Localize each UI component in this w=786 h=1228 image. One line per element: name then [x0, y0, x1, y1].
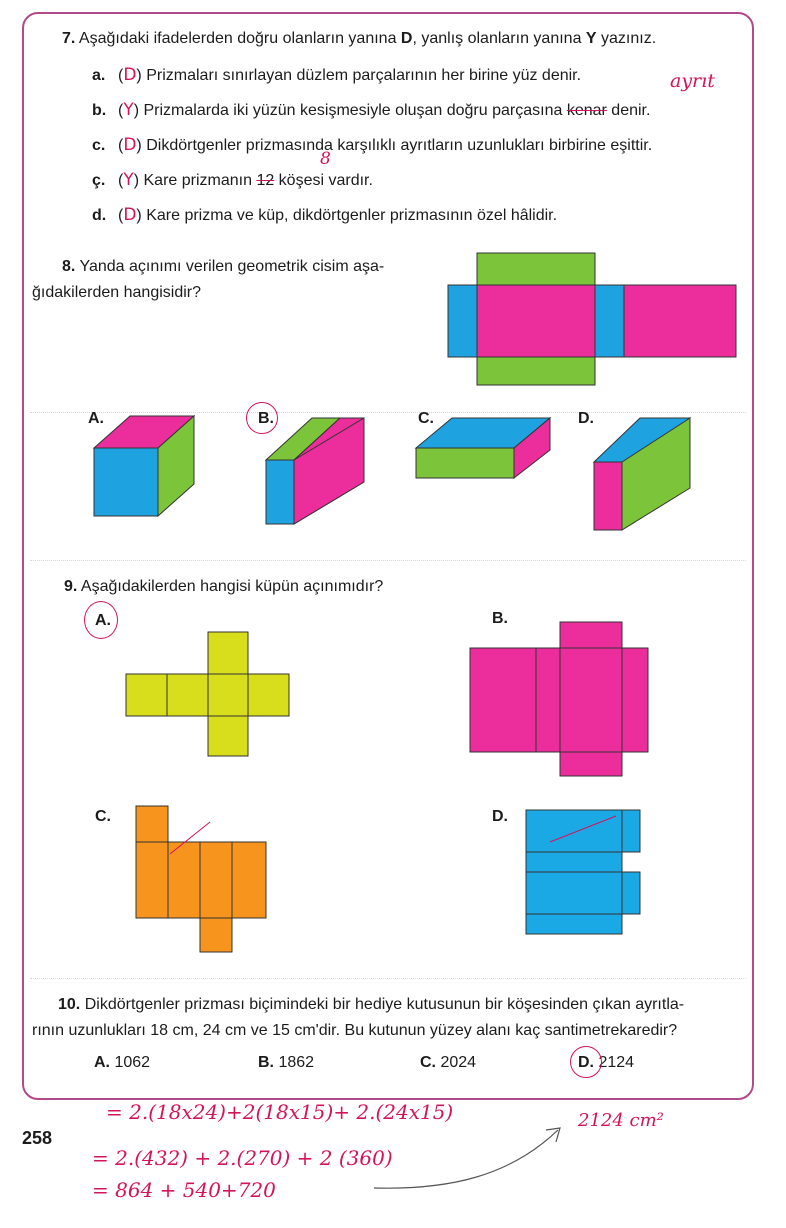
q8-shape-c — [410, 412, 558, 484]
q10-title — [58, 996, 684, 1014]
q10-option-c[interactable] — [420, 1054, 476, 1072]
struck-word: kenar — [566, 102, 607, 119]
q9-number: 9. — [64, 578, 78, 595]
option-value: 2024 — [440, 1054, 477, 1071]
q8-title — [62, 258, 384, 276]
q9-title — [64, 578, 383, 596]
item-label: a. — [92, 67, 106, 84]
q9-shape-d — [520, 806, 646, 938]
q8-shape-d — [588, 412, 698, 536]
q10-option-b[interactable] — [258, 1054, 314, 1072]
q10-prompt-line2: rının uzunlukları 18 cm, 24 cm ve 15 cm'dir. Bu kutunun yüzey alanı kaç santimetrekaredir? — [32, 1022, 678, 1039]
item-label: b. — [92, 102, 107, 119]
q7-prompt-d: D — [400, 30, 413, 47]
handwritten-answer[interactable]: D — [123, 135, 137, 155]
q8-prompt-line2: ğıdakilerden hangisidir? — [32, 284, 201, 301]
handwritten-line-1: = 2.(18x24)+2(18x15)+ 2.(24x15) — [106, 1100, 454, 1124]
handwritten-line-3: = 864 + 540+720 — [92, 1178, 276, 1202]
option-value: 1862 — [278, 1054, 315, 1071]
q7-title — [62, 30, 656, 48]
option-label: D. — [578, 1054, 594, 1071]
answer-circle — [570, 1046, 602, 1078]
q7-prompt-part: yazınız. — [596, 30, 657, 47]
answer-circle — [84, 601, 118, 639]
q8-prism-net — [440, 248, 745, 390]
q7-prompt-part: Aşağıdaki ifadelerden doğru olanların yanına — [78, 30, 401, 47]
q8-shape-b — [260, 412, 370, 532]
q8-option-a[interactable]: A. — [88, 410, 104, 427]
handwritten-line-2: = 2.(432) + 2.(270) + 2 (360) — [92, 1146, 393, 1170]
handwritten-answer[interactable]: D — [123, 65, 137, 85]
item-text: Prizmalarda iki yüzün kesişmesiyle oluşan doğru parçasına — [143, 102, 567, 119]
q7-item-a: a. (D) Prizmaları sınırlayan düzlem parçalarının her birine yüz denir. — [92, 65, 582, 85]
q9-shape-c — [130, 802, 272, 956]
q7-prompt-y: Y — [585, 30, 597, 47]
q7-item-c: c. (D) Dikdörtgenler prizmasında karşılıklı ayrıtların uzunlukları birbirine eşittir. — [92, 135, 653, 155]
q10-option-a[interactable] — [94, 1054, 150, 1072]
handwritten-answer[interactable]: Y — [123, 100, 134, 120]
q9-option-d[interactable]: D. — [492, 808, 508, 825]
q8-number: 8. — [62, 258, 76, 275]
item-label: c. — [92, 137, 106, 154]
q7-item-d: d. (D) Kare prizma ve küp, dikdörtgenler prizmasının özel hâlidir. — [92, 205, 558, 225]
q8-shape-a — [88, 412, 200, 522]
page-number: 258 — [22, 1128, 53, 1148]
q9-shape-b — [466, 618, 654, 780]
item-text: denir. — [606, 102, 651, 119]
handwritten-answer[interactable]: Y — [123, 170, 134, 190]
q7-number: 7. — [62, 30, 76, 47]
handwritten-correction: 8 — [320, 149, 331, 169]
item-text: Prizmaları sınırlayan düzlem parçalarının her birine yüz denir. — [146, 67, 582, 84]
option-label: A. — [94, 1054, 110, 1071]
q9-option-b[interactable]: B. — [492, 610, 508, 627]
option-value: 1062 — [114, 1054, 151, 1071]
q8-option-c[interactable]: C. — [418, 410, 434, 427]
option-label: B. — [258, 1054, 274, 1071]
q10-prompt: Dikdörtgenler prizması biçimindeki bir hediye kutusunun bir köşesinden çıkan ayrıtla- — [84, 996, 685, 1013]
q8-prompt: Yanda açınımı verilen geometrik cisim aşa- — [79, 258, 385, 275]
option-label: C. — [420, 1054, 436, 1071]
handwritten-correction: ayrıt — [670, 70, 715, 92]
handwritten-answer[interactable]: D — [123, 205, 137, 225]
struck-number: 12 — [256, 172, 275, 189]
handwritten-result: 2124 cm² — [578, 1110, 664, 1131]
q8-option-d[interactable]: D. — [578, 410, 594, 427]
item-text: Kare prizma ve küp, dikdörtgenler prizmasının özel hâlidir. — [146, 207, 558, 224]
item-label: d. — [92, 207, 107, 224]
q7-prompt-part: , yanlış olanların yanına — [412, 30, 586, 47]
q8-option-b[interactable]: B. — [258, 410, 274, 427]
q9-option-a[interactable]: A. — [95, 612, 111, 629]
handwritten-arrow — [370, 1116, 570, 1196]
q7-item-cc: ç. (Y) Kare prizmanın 12 köşesi vardır. — [92, 170, 373, 190]
item-text: köşesi vardır. — [274, 172, 373, 189]
q9-prompt: Aşağıdakilerden hangisi küpün açınımıdır? — [80, 578, 384, 595]
item-text: Kare prizmanın — [143, 172, 257, 189]
q9-option-c[interactable]: C. — [95, 808, 111, 825]
item-text: Dikdörtgenler prizmasında karşılıklı ayrıtların uzunlukları birbirine eşittir. — [146, 137, 653, 154]
option-value: 2124 — [598, 1054, 635, 1071]
item-label: ç. — [92, 172, 106, 189]
q7-item-b: b. (Y) Prizmalarda iki yüzün kesişmesiyle oluşan doğru parçasına kenar denir. — [92, 100, 651, 120]
q10-number: 10. — [58, 996, 81, 1013]
q9-shape-a — [120, 628, 295, 760]
